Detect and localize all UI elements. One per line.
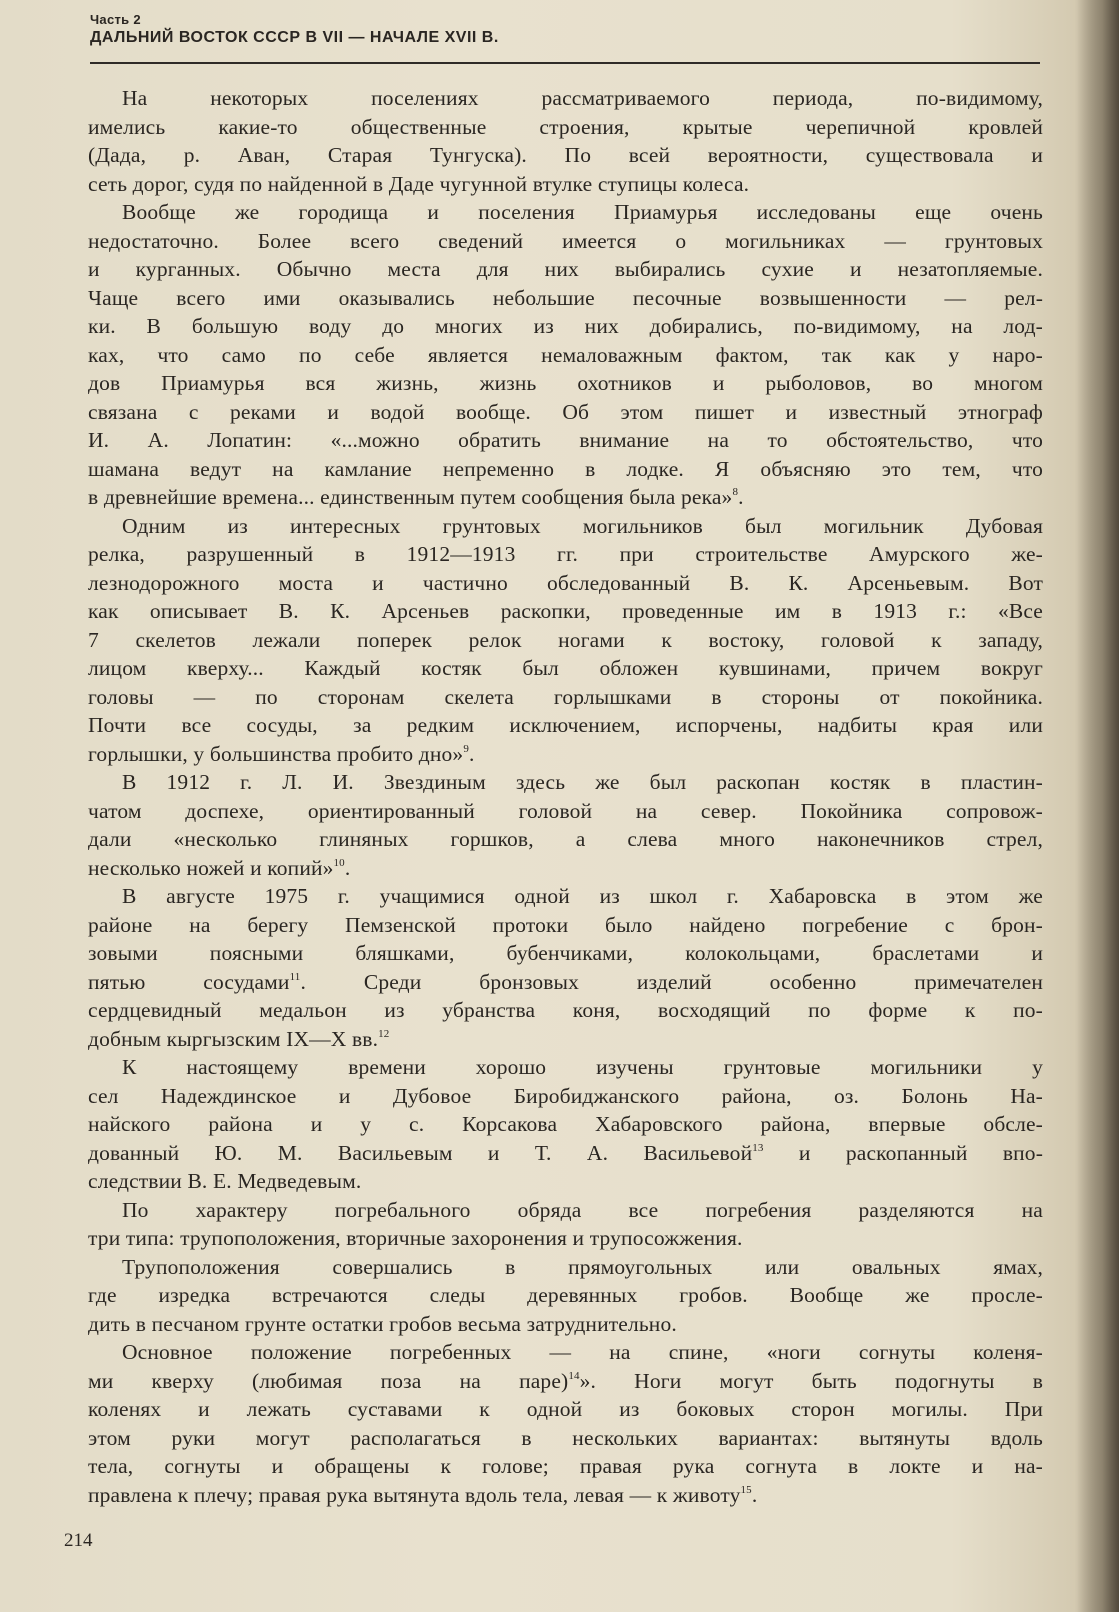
text-line: [88, 1452, 1043, 1481]
line-text: в древнейшие времена... единственным путем сообщения была река»: [88, 485, 733, 509]
text-line: [88, 141, 1043, 170]
line-text: ми кверху (любимая поза на паре): [88, 1368, 569, 1393]
text-line: [88, 426, 1043, 455]
line-text: Трупоположения совершались в прямоугольных или овальных ямах,: [122, 1254, 1043, 1279]
line-text: имелись какие-то общественные строения, крытые черепичной кровлей: [88, 114, 1043, 139]
line-text: найского района и у с. Корсакова Хабаровского района, впервые обсле-: [88, 1112, 1043, 1136]
line-text: головы — по сторонам скелета горлышками в стороны от покойника.: [88, 684, 1043, 709]
line-text: В 1912 г. Л. И. Звездиным здесь же был раскопан костяк в пластин-: [122, 770, 1043, 794]
text-line: [88, 1224, 1043, 1253]
line-text: несколько ножей и копий»: [88, 855, 334, 880]
running-header: [90, 12, 1040, 48]
line-text: По характеру погребального обряда все погребения разделяются на: [122, 1197, 1043, 1222]
text-line: [88, 654, 1043, 683]
text-line: [88, 797, 1043, 826]
line-text: В августе 1975 г. учащимися одной из школ г. Хабаровска в этом же: [122, 884, 1043, 908]
text-line: [88, 1196, 1043, 1225]
part-label: Часть 2: [90, 12, 141, 27]
text-line: [88, 1424, 1043, 1453]
line-text: лицом кверху... Каждый костяк был обложен кувшинами, причем вокруг: [88, 656, 1043, 680]
text-line: [88, 284, 1043, 313]
line-text: пятью сосудами: [88, 969, 290, 994]
text-line: [88, 1139, 1043, 1168]
line-text: следствии В. Е. Медведевым.: [88, 1169, 362, 1193]
line-text-tail: ». Ноги могут быть подогнуты в: [579, 1368, 1043, 1393]
line-text: районе на берегу Пемзенской протоки было найдено погребение с брон-: [88, 912, 1043, 937]
line-text: где изредка встречаются следы деревянных гробов. Вообще же просле-: [88, 1283, 1043, 1307]
chapter-title: ДАЛЬНИЙ ВОСТОК СССР В VII — НАЧАЛЕ XVII В.: [90, 29, 499, 46]
line-text: На некоторых поселениях рассматриваемого периода, по-видимому,: [122, 86, 1043, 110]
text-line: [88, 1310, 1043, 1339]
line-text: лезнодорожного моста и частично обследованный В. К. Арсеньевым. Вот: [88, 570, 1043, 595]
line-text: Основное положение погребенных — на спине, «ноги согнуты коленя-: [122, 1340, 1043, 1364]
text-line: [88, 312, 1043, 341]
text-line: [88, 569, 1043, 598]
body-text: [88, 84, 1043, 1509]
book-spine-shadow: [1077, 0, 1119, 1612]
line-text: дали «несколько глиняных горшков, а слева много наконечников стрел,: [88, 827, 1043, 851]
footnote-ref: 13: [752, 1141, 764, 1154]
text-line: [88, 227, 1043, 256]
text-line: [88, 683, 1043, 712]
text-line: [88, 1338, 1043, 1367]
line-text: И. А. Лопатин: «...можно обратить внимание на то обстоятельство, что: [88, 428, 1043, 452]
text-line: [88, 1281, 1043, 1310]
line-text: коленях и лежать суставами к одной из боковых сторон могилы. При: [88, 1397, 1043, 1421]
line-text: связана с реками и водой вообще. Об этом пишет и известный этнограф: [88, 399, 1043, 424]
text-line: [88, 968, 1043, 997]
text-line: [88, 597, 1043, 626]
line-text: Чаще всего ими оказывались небольшие песочные возвышенности — рел-: [88, 285, 1043, 310]
line-text: Вообще же городища и поселения Приамурья исследованы еще очень: [122, 200, 1043, 224]
page-number: 214: [64, 1530, 93, 1551]
text-line: [88, 341, 1043, 370]
line-text-tail: .: [751, 1482, 758, 1507]
text-line: [88, 996, 1043, 1025]
footnote-ref: 11: [289, 970, 301, 983]
text-line: [88, 113, 1043, 142]
line-text: горлышки, у большинства пробито дно»: [88, 741, 464, 766]
line-text: три типа: трупоположения, вторичные захоронения и трупосожжения.: [88, 1226, 743, 1250]
text-line: [88, 369, 1043, 398]
text-line: [88, 911, 1043, 940]
line-text: К настоящему времени хорошо изучены грунтовые могильники у: [122, 1055, 1043, 1079]
line-text: дованный Ю. М. Васильевым и Т. А. Васильевой: [88, 1140, 753, 1165]
text-line: [88, 1167, 1043, 1196]
text-line: [88, 1053, 1043, 1082]
footnote-ref: 14: [568, 1369, 580, 1382]
text-line: [88, 740, 1043, 769]
text-line: [88, 455, 1043, 484]
line-text: чатом доспехе, ориентированный головой на север. Покойника сопровож-: [88, 798, 1043, 823]
text-line: [88, 626, 1043, 655]
text-line: [88, 512, 1043, 541]
text-line: [88, 84, 1043, 113]
text-line: [88, 170, 1043, 199]
line-text-tail: и раскопанный впо-: [763, 1140, 1043, 1165]
line-text: сел Надеждинское и Дубовое Биробиджанского района, оз. Болонь На-: [88, 1083, 1043, 1108]
line-text: релка, разрушенный в 1912—1913 гг. при строительстве Амурского же-: [88, 542, 1043, 566]
line-text-tail: . Среди бронзовых изделий особенно примечателен: [300, 969, 1043, 994]
header-rule: [90, 62, 1040, 64]
text-line: [88, 768, 1043, 797]
footnote-ref: 15: [740, 1483, 752, 1496]
line-text: шамана ведут на камлание непременно в лодке. Я объясняю это тем, что: [88, 456, 1043, 481]
footnote-ref: 8: [732, 486, 739, 498]
line-text-tail: .: [738, 485, 744, 509]
line-text: добным кыргызским IX—X вв.: [88, 1026, 379, 1051]
text-line: [88, 939, 1043, 968]
text-line: [88, 1367, 1043, 1396]
text-line: [88, 1253, 1043, 1282]
text-line: [88, 854, 1043, 883]
line-text: как описывает В. К. Арсеньев раскопки, проведенные им в 1913 г.: «Все: [88, 599, 1043, 623]
text-line: [88, 540, 1043, 569]
line-text: сердцевидный медальон из убранства коня, восходящий по форме к по-: [88, 998, 1043, 1022]
text-line: [88, 1481, 1043, 1510]
text-line: [88, 198, 1043, 227]
text-line: [88, 398, 1043, 427]
text-line: [88, 825, 1043, 854]
text-line: [88, 1025, 1043, 1054]
footnote-ref: 12: [378, 1027, 390, 1040]
footnote-ref: 10: [333, 856, 345, 869]
line-text: ки. В большую воду до многих из них добирались, по-видимому, на лод-: [88, 314, 1043, 338]
line-text: недостаточно. Более всего сведений имеется о могильниках — грунтовых: [88, 228, 1043, 253]
line-text: и курганных. Обычно места для них выбирались сухие и незатопляемые.: [88, 257, 1043, 281]
line-text: дов Приамурья вся жизнь, жизнь охотников и рыболовов, во многом: [88, 371, 1043, 395]
line-text-tail: .: [344, 855, 351, 880]
line-text: сеть дорог, судя по найденной в Даде чугунной втулке ступицы колеса.: [88, 171, 750, 196]
line-text: правлена к плечу; правая рука вытянута вдоль тела, левая — к животу: [88, 1482, 741, 1507]
line-text: (Дада, р. Аван, Старая Тунгуска). По всей вероятности, существовала и: [88, 143, 1043, 167]
line-text: ках, что само по себе является немаловажным фактом, так как у наро-: [88, 342, 1043, 367]
text-line: [88, 1110, 1043, 1139]
line-text-tail: .: [468, 741, 475, 766]
text-line: [88, 255, 1043, 284]
line-text: дить в песчаном грунте остатки гробов весьма затруднительно.: [88, 1311, 677, 1336]
line-text: Почти все сосуды, за редким исключением, испорчены, надбиты края или: [88, 713, 1043, 737]
footnote-ref: 9: [463, 742, 469, 755]
line-text: зовыми поясными бляшками, бубенчиками, колокольцами, браслетами и: [88, 941, 1043, 965]
text-line: [88, 1082, 1043, 1111]
text-line: [88, 1395, 1043, 1424]
line-text: этом руки могут располагаться в нескольких вариантах: вытянуты вдоль: [88, 1425, 1043, 1450]
line-text: 7 скелетов лежали поперек релок ногами к востоку, головой к западу,: [88, 627, 1043, 652]
text-line: [88, 882, 1043, 911]
line-text: Одним из интересных грунтовых могильников был могильник Дубовая: [122, 513, 1043, 538]
text-line: [88, 483, 1043, 512]
line-text: тела, согнуты и обращены к голове; правая рука согнута в локте и на-: [88, 1454, 1043, 1478]
text-line: [88, 711, 1043, 740]
